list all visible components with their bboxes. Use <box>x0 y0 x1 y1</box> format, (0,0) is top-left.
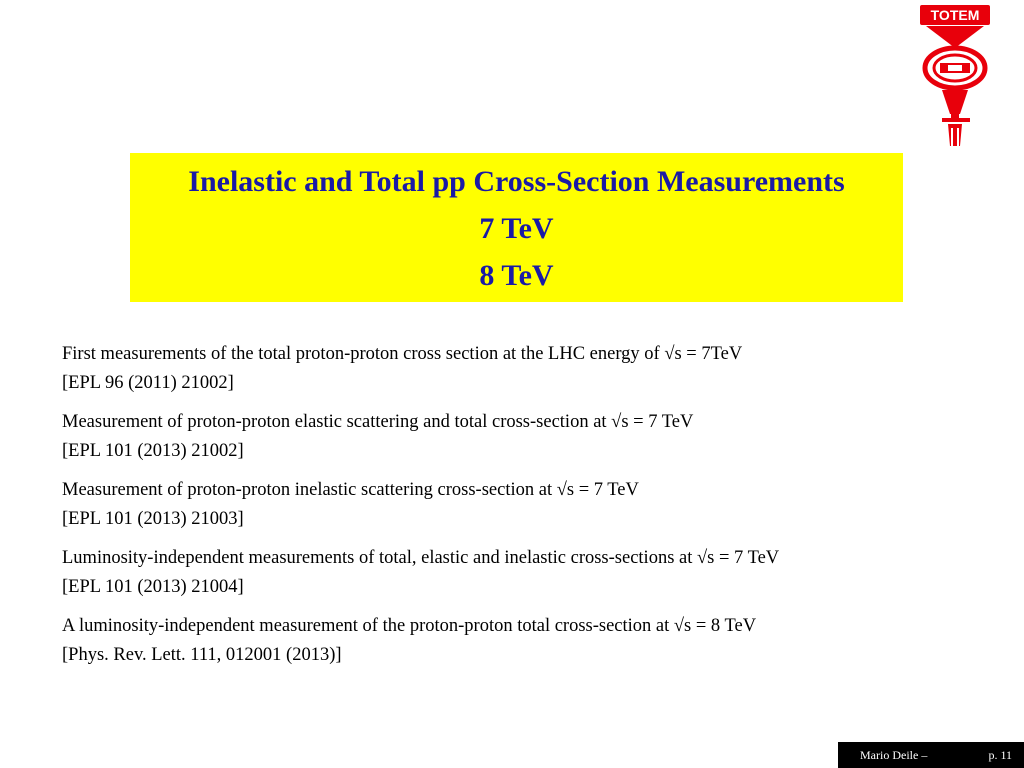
reference-title: A luminosity-independent measurement of the proton-proton total cross-section at √s = 8 TeV <box>62 616 757 636</box>
reference-item <box>62 340 1002 398</box>
title-box <box>130 153 903 302</box>
totem-logo <box>918 4 992 148</box>
footer-author: Mario Deile – <box>860 748 928 762</box>
reference-item <box>62 544 1002 602</box>
reference-item <box>62 476 1002 534</box>
reference-citation: [Phys. Rev. Lett. 111, 012001 (2013)] <box>62 645 342 665</box>
reference-title: Measurement of proton-proton inelastic scattering cross-section at √s = 7 TeV <box>62 480 639 500</box>
reference-item <box>62 408 1002 466</box>
reference-citation: [EPL 101 (2013) 21002] <box>62 441 244 461</box>
reference-citation: [EPL 101 (2013) 21003] <box>62 509 244 529</box>
reference-list <box>62 340 1002 680</box>
reference-item <box>62 612 1002 670</box>
subtitle-7tev: 7 TeV <box>479 212 554 245</box>
subtitle-8tev: 8 TeV <box>479 259 554 292</box>
totem-logo-graphic <box>918 4 992 148</box>
page-number: p. 11 <box>988 748 1012 762</box>
slide-title: Inelastic and Total pp Cross-Section Measurements <box>188 165 845 198</box>
reference-title: First measurements of the total proton-proton cross section at the LHC energy of √s = 7TeV <box>62 344 743 364</box>
reference-title: Measurement of proton-proton elastic scattering and total cross-section at √s = 7 TeV <box>62 412 694 432</box>
reference-title: Luminosity-independent measurements of total, elastic and inelastic cross-sections at √s = 7 TeV <box>62 548 780 568</box>
reference-citation: [EPL 96 (2011) 21002] <box>62 373 234 393</box>
reference-citation: [EPL 101 (2013) 21004] <box>62 577 244 597</box>
footer-bar <box>838 742 1024 768</box>
svg-text:TOTEM: TOTEM <box>930 7 980 23</box>
